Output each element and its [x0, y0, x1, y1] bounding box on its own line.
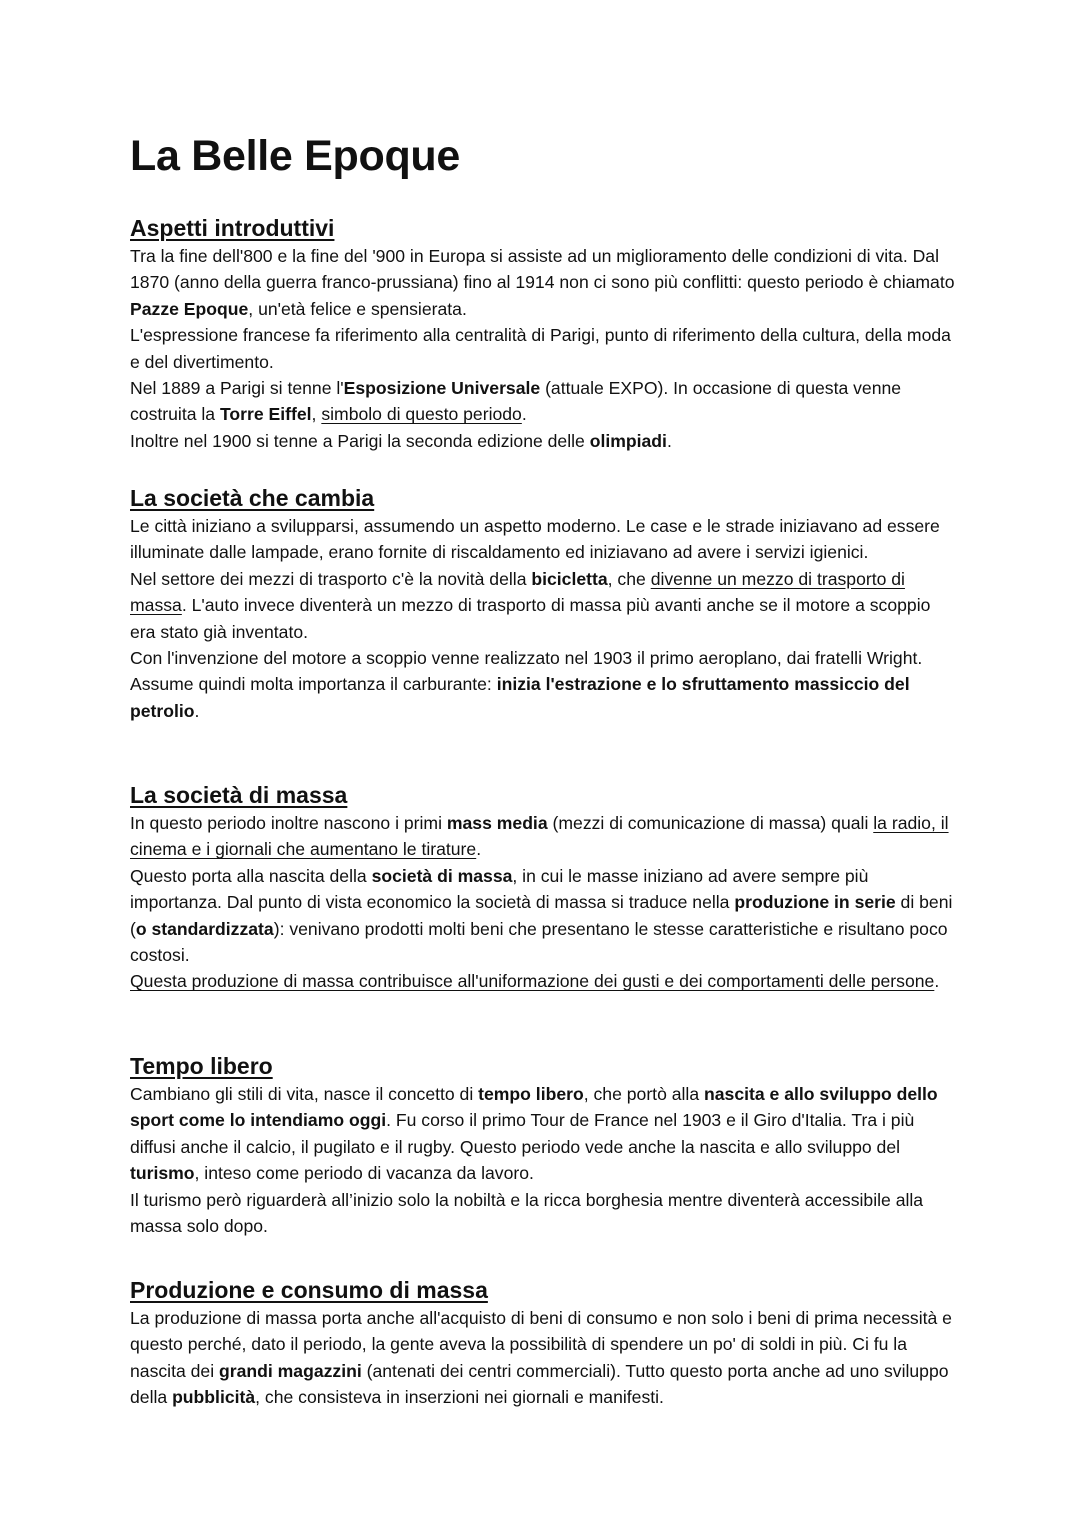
bold-text: società di massa: [371, 865, 513, 886]
paragraph: [130, 375, 960, 428]
section-heading: Produzione e consumo di massa: [130, 1277, 488, 1303]
page-title: La Belle Epoque: [130, 132, 461, 180]
paragraph: [130, 863, 960, 969]
bold-text: Torre Eiffel: [219, 404, 312, 425]
text-run: , in cui le masse iniziano ad avere sempre più importanza. Dal punto di vista economico la società di massa si traduce nella: [130, 865, 869, 913]
section-produzione-e-consumo-di-massa: [130, 1275, 960, 1411]
section-la-societa-di-massa: [130, 780, 960, 995]
text-run: Nel 1889 a Parigi si tenne l': [130, 378, 344, 399]
bold-text: mass media: [446, 813, 548, 833]
text-run: Le città iniziano a svilupparsi, assumendo un aspetto moderno. Le case e le strade iniziavano ad essere illuminate dalle lampade, erano fornite di riscaldamento ed iniziavano ad avere i servizi igienici.: [130, 516, 940, 563]
text-run: ,: [311, 404, 322, 425]
text-run: Inoltre nel 1900 si tenne a Parigi la seconda edizione delle: [130, 430, 590, 451]
underlined-text: la radio, il cinema e i giornali che aumentano le tirature: [130, 813, 949, 860]
paragraph: [130, 322, 960, 375]
bold-text: inizia l'estrazione e lo sfruttamento massiccio del petrolio: [130, 674, 910, 721]
text-run: L'espressione francese fa riferimento alla centralità di Parigi, punto di riferimento della cultura, della moda e del divertimento.: [130, 325, 951, 372]
paragraph: [130, 645, 960, 724]
text-run: (attuale EXPO). In occasione di questa venne costruita la: [130, 378, 902, 425]
text-run: .: [476, 839, 482, 860]
section-heading: Aspetti introduttivi: [130, 215, 335, 241]
text-run: . Fu corso il primo Tour de France nel 1903 e il Giro d'Italia. Tra i più diffusi anche il calcio, il pugilato e il rugby. Questo periodo vede anche la nascita e allo sviluppo del: [130, 1110, 915, 1157]
paragraph: [130, 1305, 960, 1411]
paragraph: [130, 513, 960, 566]
section-heading: Tempo libero: [130, 1053, 273, 1079]
underlined-text: Questa produzione di massa contribuisce all'uniformazione dei gusti e dei comportamenti delle persone: [130, 971, 935, 992]
bold-text: produzione in serie: [734, 892, 896, 913]
bold-text: grandi magazzini: [219, 1360, 362, 1381]
paragraph: [130, 968, 960, 994]
paragraph: [130, 428, 960, 454]
text-run: (antenati dei centri commerciali). Tutto questo porta anche ad uno sviluppo della: [130, 1360, 949, 1408]
text-run: , che consisteva in inserzioni nei giornali e manifesti.: [255, 1387, 664, 1408]
text-run: , che: [607, 568, 651, 589]
text-run: .: [934, 971, 940, 992]
text-run: (mezzi di comunicazione di massa) quali: [547, 813, 874, 833]
bold-text: olimpiadi: [589, 430, 667, 451]
text-run: Con l'invenzione del motore a scoppio venne realizzato nel 1903 il primo aeroplano, dai fratelli Wright. Assume quindi molta importanza il carburante:: [130, 648, 923, 695]
section-heading: La società di massa: [130, 782, 348, 808]
text-run: , un'età felice e spensierata.: [248, 298, 467, 319]
section-heading: La società che cambia: [130, 485, 375, 511]
paragraph: [130, 1187, 960, 1240]
text-run: .: [194, 700, 200, 721]
text-run: . L'auto invece diventerà un mezzo di trasporto di massa più avanti anche se il motore a scoppio era stato già inventato.: [130, 595, 931, 642]
bold-text: Pazze Epoque: [130, 298, 249, 319]
bold-text: Esposizione Universale: [343, 378, 541, 399]
underlined-text: divenne un mezzo di trasporto di massa: [130, 568, 905, 616]
bold-text: o standardizzata: [135, 918, 274, 939]
bold-text: bicicletta: [531, 568, 608, 589]
bold-text: pubblicità: [172, 1387, 256, 1408]
underlined-text: simbolo di questo periodo: [321, 404, 522, 425]
text-run: .: [666, 430, 672, 451]
text-run: ): venivano prodotti molti beni che presentano le stesse caratteristiche e risultano poco costosi.: [130, 918, 948, 966]
paragraph: [130, 566, 960, 645]
paragraph: [130, 810, 960, 863]
section-aspetti-introduttivi: [130, 213, 960, 454]
text-run: di beni (: [130, 892, 953, 939]
section-tempo-libero: [130, 1051, 960, 1239]
bold-text: tempo libero: [478, 1084, 584, 1104]
text-run: Tra la fine dell'800 e la fine del '900 in Europa si assiste ad un miglioramento delle condizioni di vita. Dal 1870 (anno della guerra franco-prussiana) fino al 1914 non ci sono più conflitti: questo periodo è chiamato: [130, 246, 955, 293]
text-run: Il turismo però riguarderà all’inizio solo la nobiltà e la ricca borghesia mentre diventerà accessibile alla massa solo dopo.: [130, 1189, 924, 1237]
text-run: , che portò alla: [583, 1084, 705, 1104]
text-run: La produzione di massa porta anche all'acquisto di beni di consumo e non solo i beni di prima necessità e questo perché, dato il periodo, la gente aveva la possibilità di spendere un po' di soldi in più. Ci fu la nascita dei: [130, 1308, 952, 1381]
text-run: .: [521, 404, 527, 425]
paragraph: [130, 1081, 960, 1187]
text-run: In questo periodo inoltre nascono i primi: [130, 813, 447, 833]
bold-text: nascita e allo sviluppo dello sport come lo intendiamo oggi: [130, 1084, 938, 1131]
text-run: Cambiano gli stili di vita, nasce il concetto di: [130, 1084, 479, 1104]
bold-text: turismo: [130, 1163, 195, 1184]
text-run: Questo porta alla nascita della: [130, 865, 372, 886]
section-la-societa-che-cambia: [130, 483, 960, 724]
paragraph: [130, 243, 960, 322]
text-run: Nel settore dei mezzi di trasporto c'è la novità della: [130, 568, 532, 589]
text-run: , inteso come periodo di vacanza da lavoro.: [194, 1163, 534, 1184]
